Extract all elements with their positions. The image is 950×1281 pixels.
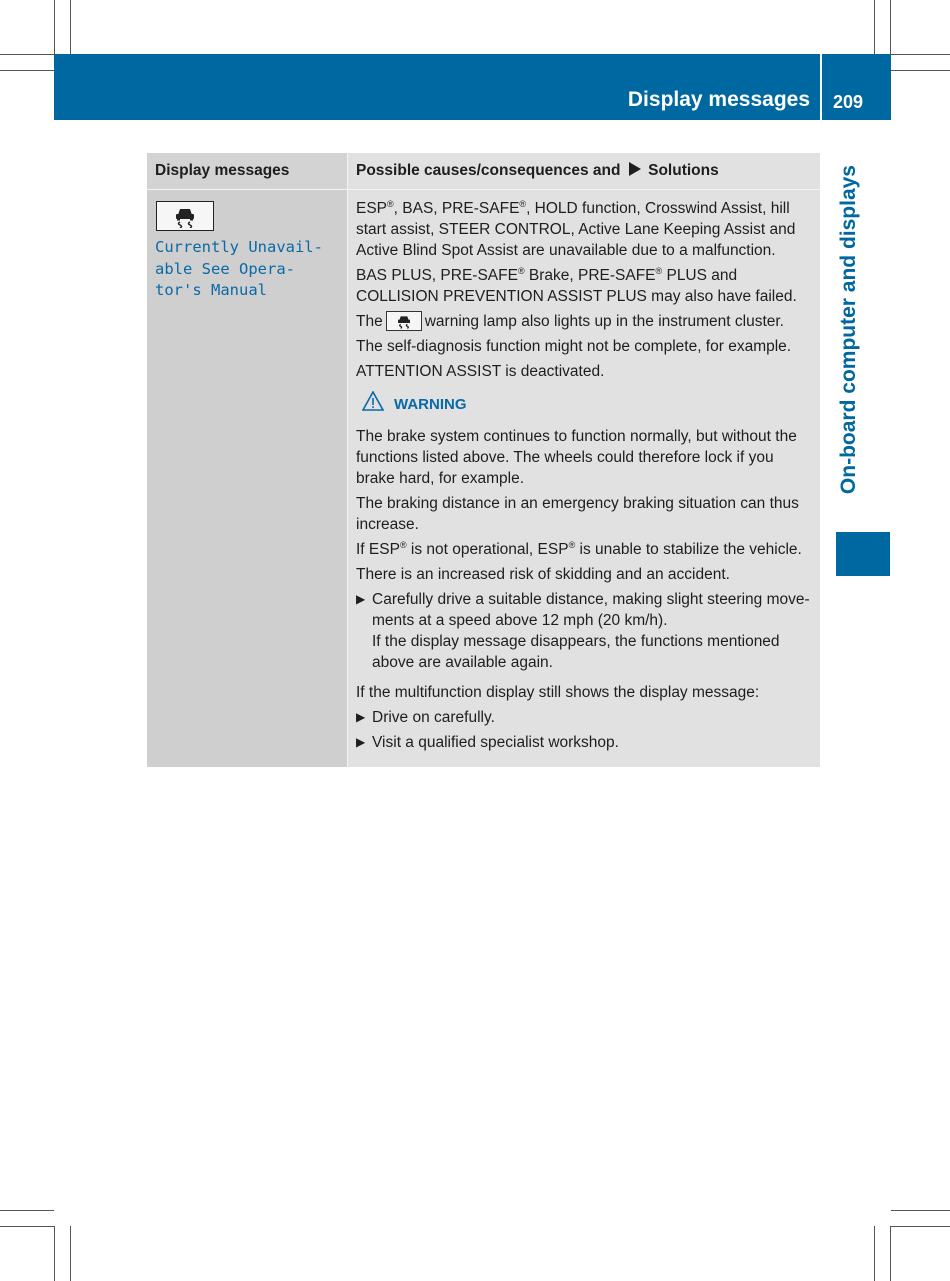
warning-heading [362,391,812,417]
text: is unable to stabilize the vehicle. [575,541,802,558]
crop-mark [891,70,950,71]
display-message-line: tor's Manual [155,281,267,299]
registered-mark: ® [399,540,407,550]
registered-mark: ® [655,266,663,276]
chapter-tab-marker [836,532,890,576]
list-item [356,707,812,728]
header-divider [820,54,822,120]
step-note: If the display message disappears, the functions mentioned above are available again. [372,633,780,671]
warning-triangle-icon [362,391,394,417]
crop-mark [54,1226,55,1281]
chapter-label: On-board computer and displays [837,165,860,495]
text: Brake, PRE-SAFE [524,267,656,284]
crop-mark [891,1210,950,1211]
crop-mark [54,0,55,54]
column-header-causes-text: Possible causes/consequences and [356,162,621,179]
esp-skid-icon [156,201,214,231]
bullet-arrow-icon: ▶ [356,592,366,606]
page-title: Display messages [627,88,810,111]
registered-mark: ® [568,540,576,550]
display-message-line: Currently Unavail- [155,238,323,256]
step-text: Visit a qualified specialist workshop. [372,734,619,751]
text: is not operational, ESP [406,541,569,558]
paragraph: The braking distance in an emergency braking situation can thus increase. [356,495,799,533]
display-messages-table [147,153,820,767]
causes-solutions-cell [348,190,821,768]
crop-mark [0,70,54,71]
step-text: Carefully drive a suitable distance, making slight steering move-ments at a speed above 12 mph (20 km/h). [372,591,810,629]
table-row [147,190,820,768]
crop-mark [0,1226,54,1227]
paragraph [356,311,812,332]
paragraph: The self-diagnosis function might not be complete, for example. [356,338,792,355]
paragraph: If the multifunction display still shows the display message: [356,684,760,701]
paragraph [356,265,812,307]
crop-mark [891,1226,950,1227]
crop-mark [0,54,54,55]
display-message-line: able See Opera- [155,259,295,278]
paragraph [356,539,812,560]
chapter-tab [833,165,865,525]
crop-mark [70,1226,71,1281]
column-header-display-messages: Display messages [147,153,348,190]
text: The [356,313,383,330]
crop-mark [874,0,875,54]
registered-mark: ® [519,199,527,209]
registered-mark: ® [387,199,394,209]
step-text: Drive on carefully. [372,709,495,726]
text: BAS PLUS, PRE-SAFE [356,267,518,284]
text: warning lamp also lights up in the instrument cluster. [424,313,784,330]
crop-mark [890,0,891,54]
crop-mark [70,0,71,54]
crop-mark [890,1226,891,1281]
esp-skid-icon [386,311,422,331]
text: , BAS, PRE-SAFE [393,200,520,217]
display-message-cell [147,190,348,768]
table-header-row [147,153,820,190]
text: PLUS and COLLISION PREVENTION ASSIST PLUS may also have failed. [356,267,797,305]
text: If ESP [356,541,400,558]
column-header-solutions-text: Solutions [648,162,719,179]
paragraph: ATTENTION ASSIST is deactivated. [356,363,605,380]
page-number: 209 [833,92,864,112]
bullet-arrow-icon [628,161,641,182]
list-item [356,732,812,753]
list-item [356,589,812,673]
column-header-causes [348,153,821,190]
bullet-arrow-icon: ▶ [356,735,366,749]
crop-mark [874,1226,875,1281]
text: , HOLD function, Crosswind Assist, hill start assist, STEER CONTROL, Active Lane Keeping Assist and Active Blind Spot Assist are unavailable due to a malfunction. [356,200,796,259]
bullet-arrow-icon: ▶ [356,710,366,724]
paragraph: There is an increased risk of skidding and an accident. [356,566,730,583]
crop-mark [0,1210,54,1211]
text: ESP [356,200,388,217]
paragraph: The brake system continues to function normally, but without the functions listed above. The wheels could therefore lock if you brake hard, for example. [356,428,797,487]
registered-mark: ® [517,266,525,276]
paragraph [356,198,812,261]
warning-label: WARNING [394,395,467,413]
crop-mark [891,54,950,55]
